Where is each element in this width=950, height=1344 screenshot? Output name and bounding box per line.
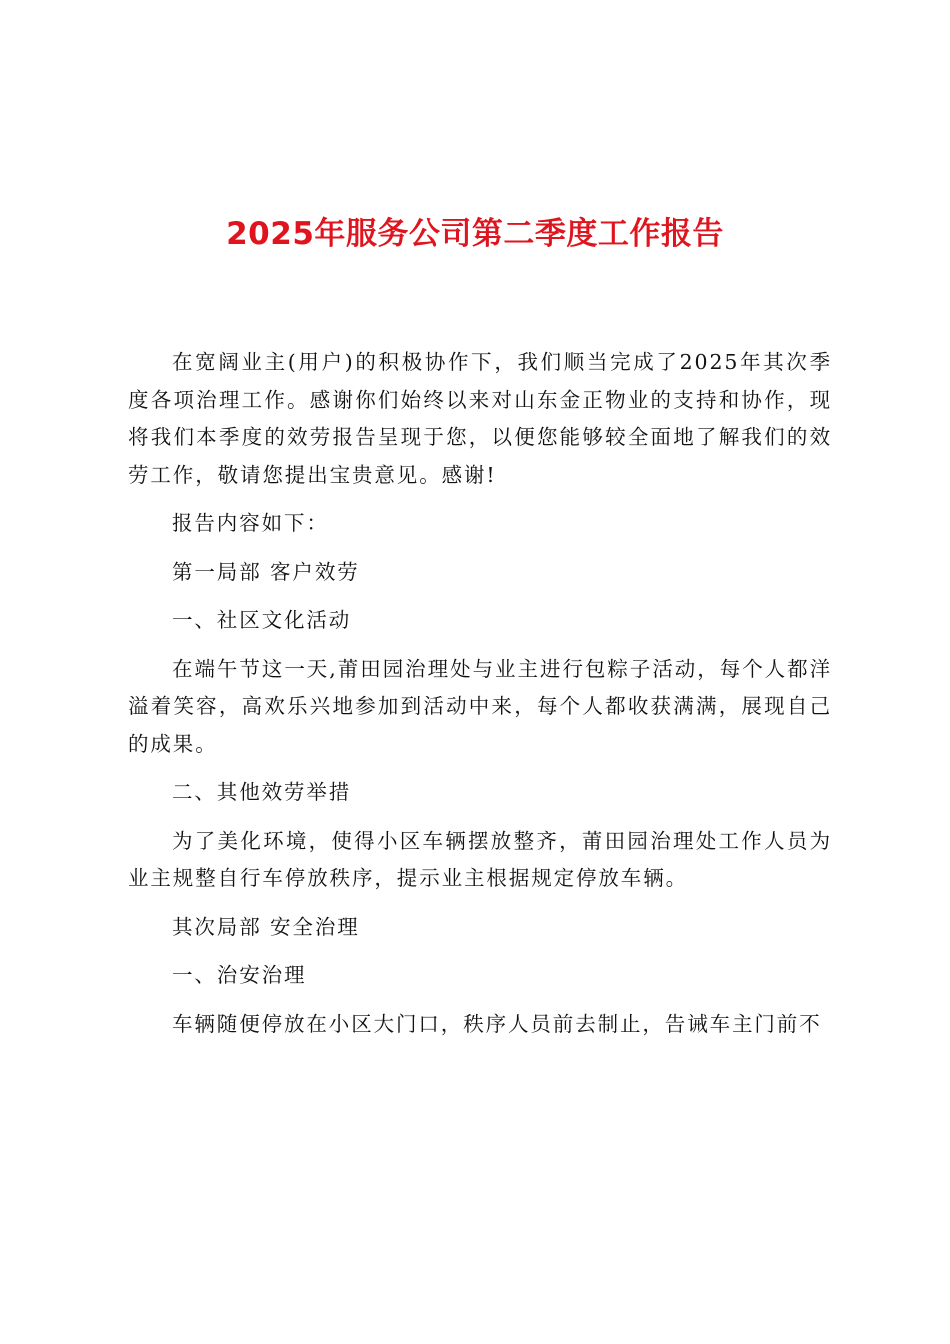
subheading-other-measures: 二、其他效劳举措 [172,780,352,804]
paragraph-intro: 在宽阔业主(用户)的积极协作下，我们顺当完成了2025年其次季度各项治理工作。感谢你们始终以来对山东金正物业的支持和协作，现将我们本季度的效劳报告呈现于您，以便您能够较全面地了解我们的效劳工作，敬请您提出宝贵意见。感谢! [128,350,832,487]
subheading-public-security: 一、治安治理 [172,963,307,987]
section-heading-customer-service: 第一局部 客户效劳 [172,559,360,584]
paragraph-bicycle-parking: 为了美化环境，使得小区车辆摆放整齐，莆田园治理处工作人员为业主规整自行车停放秩序，提示业主根据规定停放车辆。 [128,828,832,890]
document-title: 2025年服务公司第二季度工作报告 [226,216,724,252]
section-heading-safety-management: 其次局部 安全治理 [172,914,360,939]
paragraph-vehicle-parking: 车辆随便停放在小区大门口，秩序人员前去制止，告诫车主门前不 [172,1011,822,1036]
paragraph-report-content: 报告内容如下： [172,511,329,535]
subheading-community-culture: 一、社区文化活动 [172,608,352,632]
document-body [128,344,832,1054]
paragraph-dragon-boat-activity: 在端午节这一天,莆田园治理处与业主进行包粽子活动，每个人都洋溢着笑容，高欢乐兴地参加到活动中来，每个人都收获满满，展现自己的成果。 [128,656,832,756]
